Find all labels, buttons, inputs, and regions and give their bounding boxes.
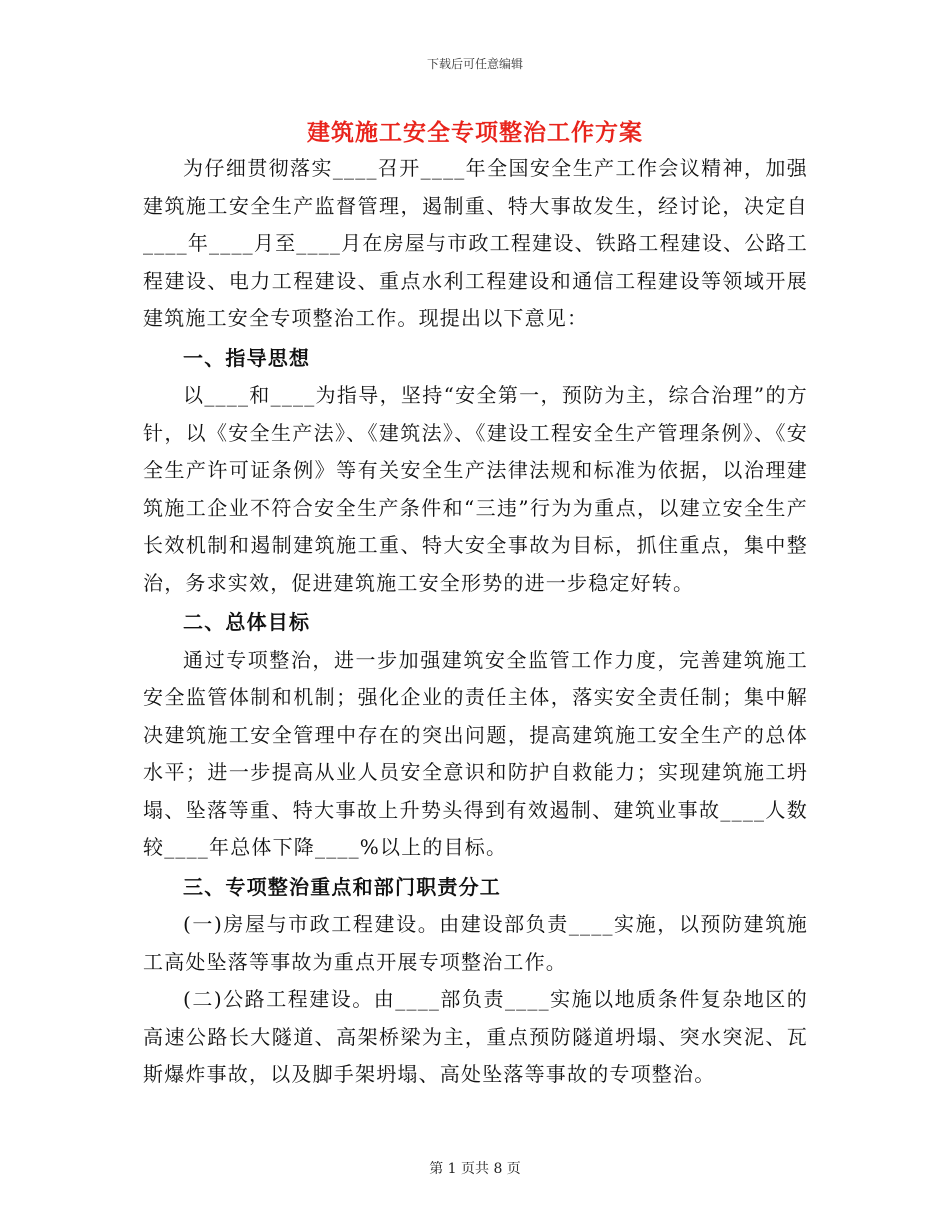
guiding-ideology-paragraph: 以____和____为指导，坚持“安全第一，预防为主，综合治理”的方针，以《安全生产法》、《建筑法》、《建设工程安全生产管理条例》、《安全生产许可证条例》等有关安全生产法律法规和标准为依据，以治理建筑施工企业不符合安全生产条件和“三违”行为为重点，以建立安全生产长效机制和遏制建筑施工重、特大安全事故为目标，抓住重点，集中整治，务求实效，促进建筑施工安全形势的进一步稳定好转。 [143,383,808,595]
document-title: 建筑施工安全专项整治工作方案 [307,119,643,146]
document-body [143,150,808,1094]
header-note: 下载后可任意编辑 [426,57,523,71]
section-heading-guiding-ideology: 一、指导思想 [183,345,311,370]
overall-goal-paragraph: 通过专项整治，进一步加强建筑安全监管工作力度，完善建筑施工安全监管体制和机制；强化企业的责任主体，落实安全责任制；集中解决建筑施工安全管理中存在的突出问题，提高建筑施工安全生产的总体水平；进一步提高从业人员安全意识和防护自救能力；实现建筑施工坍塌、坠落等重、特大事故上升势头得到有效遏制、建筑业事故____人数较____年总体下降____%以上的目标。 [143,647,808,859]
responsibility-item-housing: (一)房屋与市政工程建设。由建设部负责____实施，以预防建筑施工高处坠落等事故为重点开展专项整治工作。 [143,912,808,974]
responsibility-item-highway: (二)公路工程建设。由____部负责____实施以地质条件复杂地区的高速公路长大隧道、高架桥梁为主，重点预防隧道坍塌、突水突泥、瓦斯爆炸事故，以及脚手架坍塌、高处坠落等事故的专项整治。 [143,987,808,1086]
page-number: 第 1 页共 8 页 [429,1161,521,1177]
section-heading-responsibilities: 三、专项整治重点和部门职责分工 [183,874,501,899]
section-heading-overall-goal: 二、总体目标 [183,610,311,634]
intro-paragraph: 为仔细贯彻落实____召开____年全国安全生产工作会议精神，加强建筑施工安全生产监督管理，遏制重、特大事故发生，经讨论，决定自____年____月至____月在房屋与市政工程建设、铁路工程建设、公路工程建设、电力工程建设、重点水利工程建设和通信工程建设等领域开展建筑施工安全专项整治工作。现提出以下意见： [143,156,808,330]
